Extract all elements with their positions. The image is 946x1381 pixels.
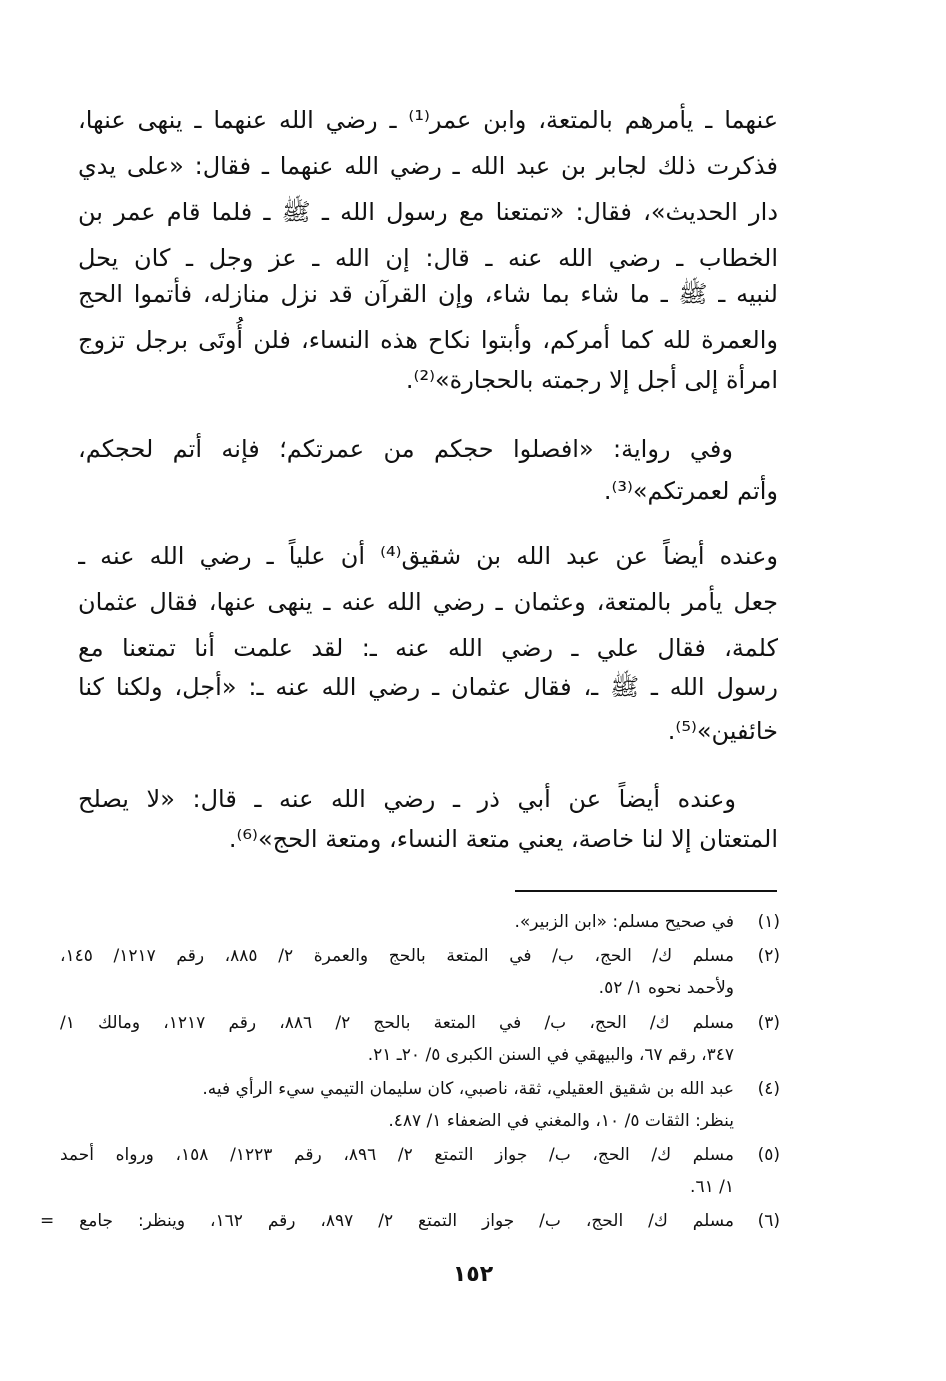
text-line: وعنده أيضاً عن أبي ذر ـ رضي الله عنه ـ قال: «لا يصلح [78, 785, 736, 813]
text-line: امرأة إلى أجل إلا رجمته بالحجارة»⁽²⁾. [405, 366, 778, 394]
text-line: عنهما ـ يأمرهم بالمتعة، وابن عمر⁽¹⁾ ـ رضي الله عنهما ـ ينهى عنها، [78, 106, 778, 134]
text-line: دار الحديث»، فقال: «تمتعنا مع رسول الله ـ ﷺ ـ فلما قام عمر بن [78, 198, 778, 226]
footnote-number: (٣) [757, 1013, 780, 1033]
footnote-number: (٥) [757, 1145, 780, 1165]
footnote-4-continued [60, 1104, 780, 1138]
text-line: جعل يأمر بالمتعة، وعثمان ـ رضي الله عنه ـ ينهى عنها، فقال عثمان [78, 588, 778, 616]
footnote-5-continued [60, 1170, 780, 1204]
footnote-3 [60, 1006, 780, 1040]
footnote-text: ٣٤٧، رقم ٦٧، والبيهقي في السنن الكبرى ٥/ ٢٠ـ ٢١. [367, 1045, 734, 1065]
footnote-text: مسلم ك/ الحج، ب/ في المتعة بالحج والعمرة ٢/ ٨٨٥، رقم ١٢١٧/ ١٤٥، [60, 946, 734, 966]
footnote-4 [60, 1072, 780, 1106]
page-number: ١٥٢ [452, 1262, 494, 1287]
text-line: وأتم لعمرتكم»⁽³⁾. [603, 477, 778, 505]
text-line: المتعتان إلا لنا خاصة، يعني متعة النساء، ومتعة الحج»⁽⁶⁾. [228, 825, 778, 853]
text-line: رسول الله ـ ﷺ ـ، فقال عثمان ـ رضي الله عنه ـ: «أجل، ولكنا كنا [78, 673, 778, 701]
text-line: كلمة، فقال علي ـ رضي الله عنه ـ: لقد علمت أنا تمتعنا مع [78, 634, 778, 662]
footnote-text: ينظر: الثقات ٥/ ١٠، والمغني في الضعفاء ١/ ٤٨٧. [388, 1111, 734, 1131]
text-line: وفي رواية: «افصلوا حجكم من عمرتكم؛ فإنه أتم لحجكم، [78, 435, 733, 463]
footnote-text: في صحيح مسلم: «ابن الزبير». [514, 912, 734, 932]
footnote-number: (٤) [757, 1079, 780, 1099]
footnote-separator [515, 890, 777, 892]
footnote-number: (٦) [757, 1211, 780, 1231]
footnote-text: مسلم ك/ الحج، ب/ في المتعة بالحج ٢/ ٨٨٦، رقم ١٢١٧، ومالك ١/ [60, 1013, 734, 1033]
footnote-1 [60, 905, 780, 939]
footnote-2 [60, 939, 780, 973]
footnote-text: مسلم ك/ الحج، ب/ جواز التمتع ٢/ ٨٩٧، رقم ١٦٢، وينظر: جامع = [40, 1211, 734, 1231]
text-line: خائفين»⁽⁵⁾. [667, 717, 778, 745]
text-line: وعنده أيضاً عن عبد الله بن شقيق⁽⁴⁾ أن علياً ـ رضي الله عنه ـ [78, 542, 778, 570]
text-line: لنبيه ـ ﷺ ـ ما شاء بما شاء، وإن القرآن قد نزل منازله، فأتموا الحج [78, 280, 778, 308]
footnote-text: مسلم ك/ الحج، ب/ جواز التمتع ٢/ ٨٩٦، رقم ١٢٢٣/ ١٥٨، ورواه أحمد [60, 1145, 734, 1165]
footnote-2-continued [60, 971, 780, 1005]
text-line: والعمرة لله كما أمركم، وأبتوا نكاح هذه النساء، فلن أُوتَى برجل تزوج [78, 326, 778, 354]
text-line: فذكرت ذلك لجابر بن عبد الله ـ رضي الله عنهما ـ فقال: «على يدي [78, 152, 778, 180]
footnote-3-continued [60, 1038, 780, 1072]
footnote-text: عبد الله بن شقيق العقيلي، ثقة، ناصبي، كان سليمان التيمي سيء الرأي فيه. [202, 1079, 734, 1099]
footnote-5 [60, 1138, 780, 1172]
footnote-number: (٢) [757, 946, 780, 966]
footnote-text: ١/ ٦١. [690, 1177, 734, 1197]
text-line: الخطاب ـ رضي الله عنه ـ قال: إن الله ـ عز وجل ـ كان يحل [78, 244, 778, 272]
footnote-text: ولأحمد نحوه ١/ ٥٢. [598, 978, 734, 998]
footnote-number: (١) [757, 912, 780, 932]
footnote-6 [40, 1204, 780, 1238]
